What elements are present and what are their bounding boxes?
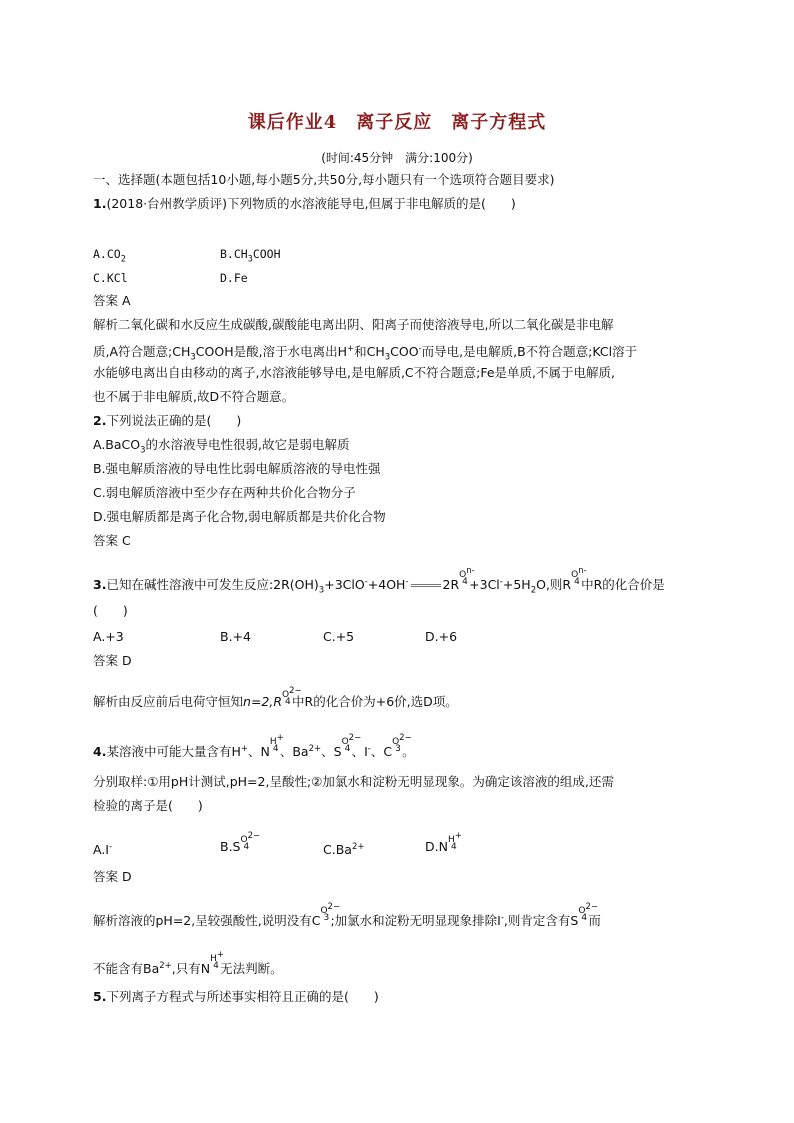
option-a: A.BaCO$_3$的水溶液导电性很弱,故它是弱电解质: [93, 437, 350, 456]
reaction-arrow: [411, 584, 441, 587]
section-heading: 一、选择题(本题包括10小题,每小题5分,共50分,每小题只有一个选项符合题目要求): [93, 172, 555, 187]
option-a: A.I-: [93, 842, 113, 858]
explanation-line: 质,A符合题意$;CH_3COOH$是酸,溶于水电离出H+和$CH_3COO^-$而导电,是电解质,B不符合题意;KCl溶于: [93, 344, 638, 363]
explanation-line: 解析溶液的pH=2,呈较强酸性,说明没有C $O^{2-}$ 3 ;加氯水和淀粉无明显现象排除I-,则肯定含有S $O^{2-}$ 4 而: [93, 902, 601, 929]
option-d: D.Fe: [220, 271, 248, 285]
option-c: $C.Ba^{2+}$: [323, 842, 365, 858]
page-title: 课后作业4 离子反应 离子方程式: [247, 112, 547, 133]
explanation-line: 解析由反应前后电荷守恒知n=2,R $O^{2-}$ 4 中R的化合价为+6价,选D项。: [93, 686, 458, 709]
question-stem: 下列说法正确的是( ): [106, 413, 242, 428]
option-b: B.强电解质溶液的导电性比弱电解质溶液的导电性强: [93, 461, 381, 476]
question-1: [93, 196, 516, 212]
option-a: $A.CO_2$: [93, 247, 126, 265]
explanation-line: 也不属于非电解质,故D不符合题意。: [93, 389, 295, 404]
answer-bracket: ( ): [93, 603, 128, 618]
option-d: D.强电解质都是离子化合物,弱电解质都是共价化合物: [93, 509, 386, 524]
question-2: [93, 413, 241, 429]
option-d: D.N H+ 4: [425, 831, 462, 854]
option-c: C.+5: [323, 629, 355, 644]
question-number: 1.: [93, 196, 107, 211]
option-b: B.+4: [220, 629, 251, 644]
answer: 答案 D: [93, 653, 132, 668]
question-5: 5.下列离子方程式与所述事实相符且正确的是( ): [93, 989, 379, 1004]
option-c: C.KCl: [93, 271, 128, 285]
question-3: 3.已知在碱性溶液中可发生反应$:2R(OH)_3+3ClO^-+4OH^-$ 2R $O^{n-}$ 4 $+3Cl^-+5H_2O$,则R $O^{n-}$ 4 中R的化合价是: [93, 566, 665, 596]
option-a: A.+3: [93, 629, 124, 644]
answer: 答案 D: [93, 869, 132, 884]
question-4: 4.某溶液中可能大量含有H+、N H+ 4 、$Ba^{2+}$、S $O^{2-}$ 4 、I-、C $O^{2-}$ 3 。: [93, 733, 415, 760]
question-text: 检验的离子是( ): [93, 798, 203, 813]
answer: 答案 A: [93, 293, 131, 308]
answer: 答案 C: [93, 533, 131, 548]
option-b: $B.CH_3COOH$: [220, 247, 281, 265]
question-text: 分别取样:①用pH计测试,pH=2,呈酸性;②加氯水和淀粉无明显现象。为确定该溶液的组成,还需: [93, 774, 614, 789]
option-c: C.弱电解质溶液中至少存在两种共价化合物分子: [93, 485, 356, 500]
option-b: B.S $O^{2-}$ 4: [220, 831, 261, 854]
question-stem: (2018·台州教学质评)下列物质的水溶液能导电,但属于非电解质的是( ): [106, 196, 516, 211]
page-subtitle: (时间:45分钟 满分:100分): [321, 151, 473, 165]
option-d: D.+6: [425, 629, 458, 644]
explanation-line: 解析二氧化碳和水反应生成碳酸,碳酸能电离出阴、阳离子而使溶液导电,所以二氧化碳是非电解: [93, 317, 614, 332]
explanation-line: 不能含有$Ba^{2+}$,只有N H+ 4 无法判断。: [93, 950, 283, 977]
question-number: 2.: [93, 413, 107, 428]
explanation-line: 水能够电离出自由移动的离子,水溶液能够导电,是电解质,C不符合题意;Fe是单质,不属于电解质,: [93, 365, 616, 380]
